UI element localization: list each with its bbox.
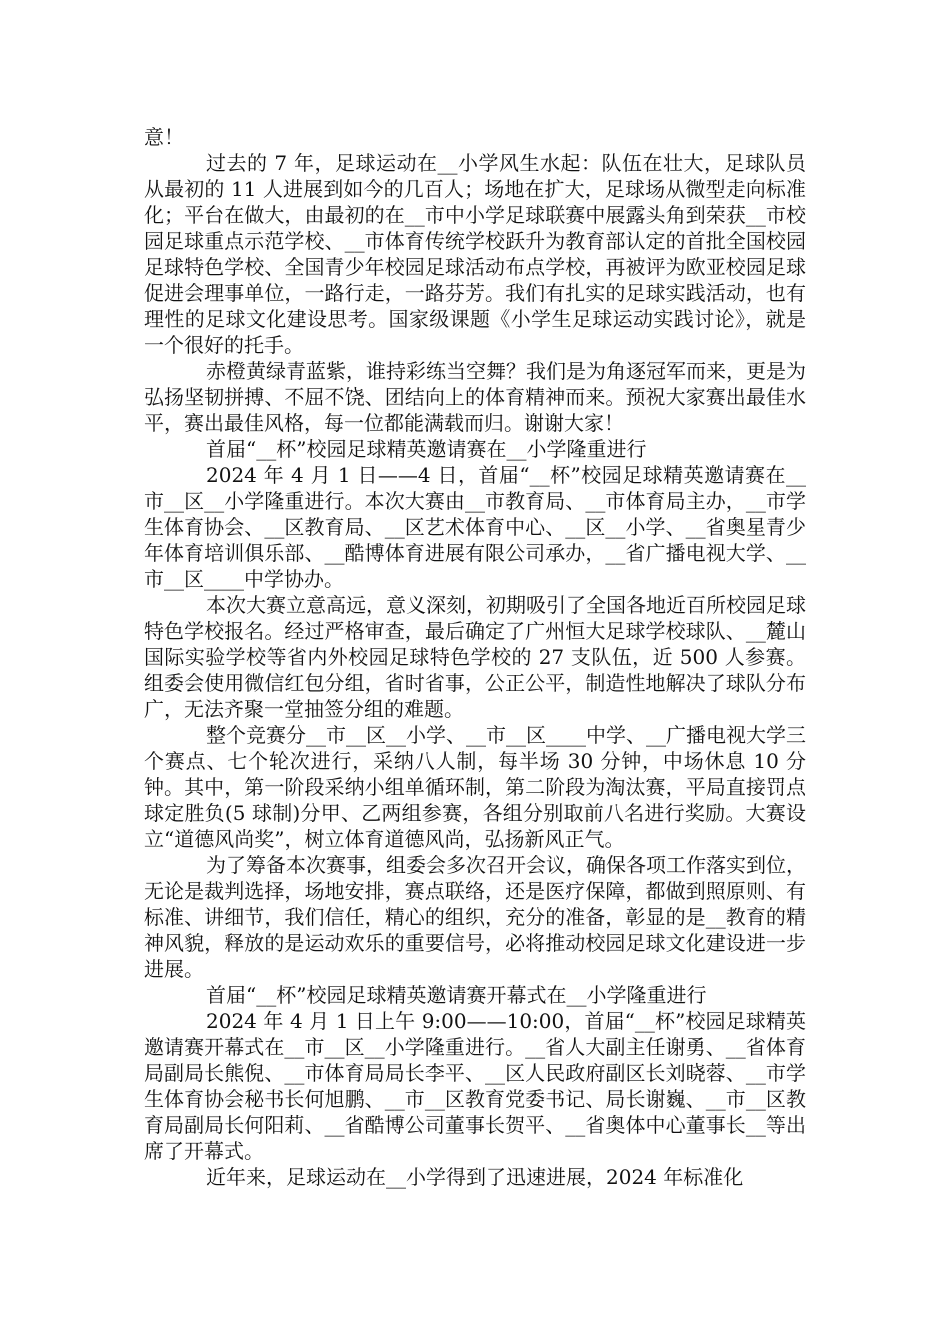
paragraph-event-intro: 2024 年 4 月 1 日——4 日，首届“__杯”校园足球精英邀请赛在__市__区__小学隆重进行。本次大赛由__市教育局、__市体育局主办，__市学生体育协会、__区教育局、__区艺术体育中心、__区__小学、__省奥星青少年体育培训俱乐部、__酷博体育进展有限公司承办，__省广播电视大学、__市__区____中学协办。 bbox=[144, 463, 806, 591]
paragraph-registration: 本次大赛立意高远，意义深刻，初期吸引了全国各地近百所校园足球特色学校报名。经过严格审查，最后确定了广州恒大足球学校球队、__麓山国际实验学校等省内外校园足球特色学校的 27 支队伍，近 500 人参赛。组委会使用微信红包分组，省时省事，公正公平，制造性地解决了球队分布广，无法齐聚一堂抽签分组的难题。 bbox=[144, 593, 806, 721]
document-body bbox=[144, 124, 806, 1190]
paragraph-closing: 意！ bbox=[144, 125, 184, 149]
heading-invitational: 首届“__杯”校园足球精英邀请赛在__小学隆重进行 bbox=[206, 437, 647, 461]
paragraph-recent-years: 近年来，足球运动在__小学得到了迅速进展，2024 年标准化 bbox=[206, 1165, 744, 1189]
paragraph-history: 过去的 7 年，足球运动在__小学风生水起：队伍在壮大，足球队员从最初的 11 人进展到如今的几百人；场地在扩大，足球场从微型走向标准化；平台在做大，由最初的在__市中小学足球联赛中展露头角到荣获__市校园足球重点示范学校、__市体育传统学校跃升为教育部认定的首批全国校园足球特色学校、全国青少年校园足球活动布点学校，再被评为欧亚校园足球促进会理事单位，一路行走，一路芬芳。我们有扎实的足球实践活动，也有理性的足球文化建设思考。国家级课题《小学生足球运动实践讨论》，就是一个很好的托手。 bbox=[144, 151, 806, 357]
paragraph-wishes: 赤橙黄绿青蓝紫，谁持彩练当空舞？我们是为角逐冠军而来，更是为弘扬坚韧拼搏、不屈不饶、团结向上的体育精神而来。预祝大家赛出最佳水平，赛出最佳风格，每一位都能满载而归。谢谢大家！ bbox=[144, 359, 806, 435]
heading-opening-ceremony: 首届“__杯”校园足球精英邀请赛开幕式在__小学隆重进行 bbox=[206, 983, 707, 1007]
paragraph-preparation: 为了筹备本次赛事，组委会多次召开会议，确保各项工作落实到位，无论是裁判选择，场地安排，赛点联络，还是医疗保障，都做到照原则、有标准、讲细节，我们信任，精心的组织，充分的准备，彰显的是__教育的精神风貌，释放的是运动欢乐的重要信号，必将推动校园足球文化建设进一步进展。 bbox=[144, 853, 806, 981]
paragraph-opening-ceremony: 2024 年 4 月 1 日上午 9:00——10:00，首届“__杯”校园足球精英邀请赛开幕式在__市__区__小学隆重进行。__省人大副主任谢勇、__省体育局副局长熊倪、__市体育局局长李平、__区人民政府副区长刘晓蓉、__市学生体育协会秘书长何旭鹏、__市__区教育党委书记、局长谢巍、__市__区教育局副局长何阳莉、__省酷博公司董事长贺平、__省奥体中心董事长__等出席了开幕式。 bbox=[144, 1009, 806, 1163]
paragraph-competition-format: 整个竞赛分__市__区__小学、__市__区____中学、__广播电视大学三个赛点、七个轮次进行，采纳八人制，每半场 30 分钟，中场休息 10 分钟。其中，第一阶段采纳小组单循环制，第二阶段为淘汰赛，平局直接罚点球定胜负(5 球制)分甲、乙两组参赛，各组分别取前八名进行奖励。大赛设立“道德风尚奖”，树立体育道德风尚，弘扬新风正气。 bbox=[144, 723, 806, 851]
